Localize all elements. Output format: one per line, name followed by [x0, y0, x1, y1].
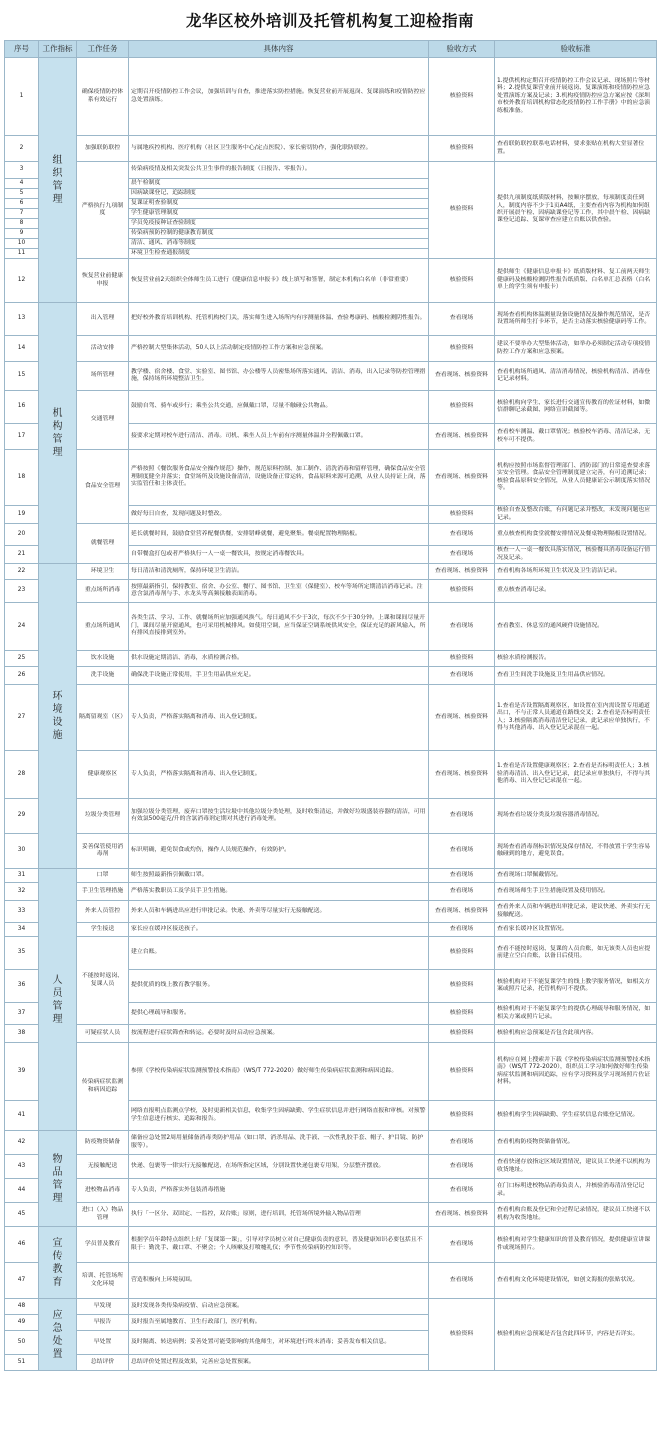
row-num: 38 — [5, 1025, 39, 1043]
row-method: 查看现场、核验资料 — [429, 1203, 495, 1227]
row-num: 28 — [5, 751, 39, 799]
header-num: 序号 — [5, 41, 39, 58]
table-row — [5, 1043, 657, 1101]
indicator-label: 环 境 设 施 — [52, 691, 63, 741]
row-standard: 查看教室、休息室的通风硬件设施情况。 — [495, 603, 657, 651]
row-num: 9 — [5, 229, 39, 239]
row-num: 49 — [5, 1315, 39, 1331]
row-standard: 核验自查及整改台账，有问题记录并整改，未发现问题也应记录。 — [495, 506, 657, 524]
row-num: 46 — [5, 1227, 39, 1263]
row-method: 查看现场 — [429, 869, 495, 883]
row-standard: 核验机构对于不能复课学生的线上教学服务情况，如相关方案或照片记录，托管机构可不提供。 — [495, 970, 657, 1003]
row-content: 外来人员和车辆进出应进行审批记录。快递、外卖等尽量实行无接触配送。 — [129, 901, 429, 923]
row-method: 查看现场、核验资料 — [429, 362, 495, 391]
row-standard: 查看机构台账及登记和全过程记录情况，建议员工快递不以机构为收货地址。 — [495, 1203, 657, 1227]
row-num: 10 — [5, 239, 39, 249]
row-num: 41 — [5, 1101, 39, 1131]
row-content: 按流程进行症状筛查和转运。必要时及时启动应急预案。 — [129, 1025, 429, 1043]
row-content: 定期召开疫情防控工作会议，加强培训与自查，推进落实防控措施。恢复营业前开展返岗、复课演练和疫情防控应急处置演练。 — [129, 58, 429, 136]
row-content: 家长应在缓冲区接送孩子。 — [129, 923, 429, 937]
indicator-label: 物 品 管 理 — [52, 1153, 63, 1204]
row-content: 晨午检制度 — [129, 179, 429, 189]
row-num: 48 — [5, 1299, 39, 1315]
row-content: 执行「一区分、双固定、一监控，双台账」原则，进行培训，托管场所境外输入物品管理 — [129, 1203, 429, 1227]
row-task: 无接触配送 — [77, 1155, 129, 1179]
row-num: 4 — [5, 179, 39, 189]
table-row — [5, 391, 657, 424]
row-method: 核验资料 — [429, 336, 495, 362]
row-content: 供水设施定期清洁、消毒，水质检测合格。 — [129, 651, 429, 667]
row-standard: 查看联防联控联系电话材料，要求张贴在机构大堂显著位置。 — [495, 136, 657, 162]
indicator-environment — [39, 564, 77, 869]
row-content: 及时发现各类传染病疫情、启动应急预案。 — [129, 1299, 429, 1315]
row-content: 与属地疾控机构、医疗机构（社区卫生服务中心/定点医院）、家长密切协作，强化联防联控。 — [129, 136, 429, 162]
row-num: 18 — [5, 450, 39, 506]
row-method: 查看现场、核验资料 — [429, 424, 495, 450]
row-standard: 建议不要举办大型集体活动，如举办必须制定活动专项疫情防控工作方案和应急预案。 — [495, 336, 657, 362]
row-num: 44 — [5, 1179, 39, 1203]
row-task: 恢复营业前健康申报 — [77, 259, 129, 303]
row-standard: 重点核查消毒记录。 — [495, 580, 657, 603]
row-content: 学生健康管理制度 — [129, 209, 429, 219]
indicator-personnel — [39, 869, 77, 1131]
row-content: 复课证明查验制度 — [129, 199, 429, 209]
row-num: 43 — [5, 1155, 39, 1179]
row-method: 核验资料 — [429, 1043, 495, 1101]
row-task: 早发现 — [77, 1299, 129, 1315]
row-standard: 机构应按照市场监督管理部门、消防部门的日常巡查要求落实安全管理。食品安全管理制度建立完善，有可追溯记录；核验食品原料安全情况，从业人员健康证公示制度落实情况等。 — [495, 450, 657, 506]
row-standard: 提供九项制度纸质版材料，按顺序摆放，每项制度责任到人，制度内容不少于1页A4纸，主要查看内容为机构如何组织开展晨午检、因病缺课登记等工作，其中晨午检、因病缺课登记追踪、复课审查应建立台账以供查验。 — [495, 162, 657, 259]
header-indicator: 工作指标 — [39, 41, 77, 58]
indicator-organization — [39, 58, 77, 303]
indicator-label: 宣 传 教 育 — [52, 1237, 63, 1288]
table-row — [5, 580, 657, 603]
row-content: 严格控制大型集体活动，50人以上活动制定疫情防控工作方案和应急预案。 — [129, 336, 429, 362]
row-num: 26 — [5, 667, 39, 685]
table-row — [5, 162, 657, 179]
row-method: 查看现场、核验资料 — [429, 751, 495, 799]
indicator-institution — [39, 303, 77, 564]
row-standard: 核验机构学生因病缺勤、学生症状信息台账登记情况。 — [495, 1101, 657, 1131]
row-method: 查看现场 — [429, 524, 495, 546]
table-row — [5, 834, 657, 869]
row-content: 自带餐盒打包或者严格执行一人一桌一餐饮具，按规定消毒餐饮具。 — [129, 546, 429, 564]
table-row — [5, 1131, 657, 1155]
row-standard: 提供师生《健康信息申报卡》纸质版材料、复工前两天师生健康码及核酸检测阴性报告纸质版、白名单汇总表格（白名单上的学生须有申报卡） — [495, 259, 657, 303]
row-task: 早报告 — [77, 1315, 129, 1331]
row-num: 29 — [5, 799, 39, 834]
row-method: 核验资料 — [429, 651, 495, 667]
row-num: 35 — [5, 937, 39, 970]
row-content: 教学楼、宿舍楼、食堂、实验室、图书馆、办公楼等人员密集场所落实通风、清洁、消毒，出入记录等防控管理措施，保持场所环境整洁卫生。 — [129, 362, 429, 391]
table-row — [5, 1227, 657, 1263]
table-row — [5, 58, 657, 136]
table-row — [5, 603, 657, 651]
row-method: 核验资料 — [429, 580, 495, 603]
row-num: 50 — [5, 1331, 39, 1355]
row-num: 22 — [5, 564, 39, 580]
row-num: 39 — [5, 1043, 39, 1101]
row-standard: 核验机构对学生健康知识的普及教育情况，提供健康宣讲课件或现场照片。 — [495, 1227, 657, 1263]
row-content: 标识明确，避免误食或灼伤，操作人员规范操作，有效防护。 — [129, 834, 429, 869]
row-standard: 重点核查机构食堂就餐安排情况及餐桌物理隔板设置情况。 — [495, 524, 657, 546]
row-task: 传染病症状监测和病因追踪 — [77, 1043, 129, 1131]
row-task: 确保疫情防控体系有效运行 — [77, 58, 129, 136]
table-row — [5, 259, 657, 303]
row-task: 严格执行九项制度 — [77, 162, 129, 259]
table-row — [5, 303, 657, 336]
row-num: 15 — [5, 362, 39, 391]
row-task: 培训、托管场所文化环境 — [77, 1263, 129, 1299]
row-content: 及时隔离、转送病例；妥善处置可能受影响的其他师生，对环境进行终末消毒；妥善发布相关信息。 — [129, 1331, 429, 1355]
row-content: 参照《学校传染病症状监测预警技术指南》（WS/T 772-2020）做好师生传染病症状监测和病因追踪。 — [129, 1043, 429, 1101]
row-standard: 核验机构应急预案是否包含此四环节，内容是否详实。 — [495, 1299, 657, 1371]
row-task: 重点场所消毒 — [77, 580, 129, 603]
row-num: 34 — [5, 923, 39, 937]
row-num: 37 — [5, 1003, 39, 1025]
row-task: 健康观察区 — [77, 751, 129, 799]
row-method: 查看现场 — [429, 1131, 495, 1155]
row-task: 重点场所通风 — [77, 603, 129, 651]
row-task: 口罩 — [77, 869, 129, 883]
table-header-row — [5, 41, 657, 58]
table-row — [5, 1025, 657, 1043]
row-content: 传染病疫情及相关突发公共卫生事件的报告制度（日报告、零报告）。 — [129, 162, 429, 179]
row-num: 25 — [5, 651, 39, 667]
row-content: 网络直报明点监测点学校，及时更新相关信息，收集学生因病缺勤、学生症状信息并进行网络直报和审核。对预警学生信息进行核实、追踪和报告。 — [129, 1101, 429, 1131]
row-num: 30 — [5, 834, 39, 869]
row-method: 核验资料 — [429, 1025, 495, 1043]
row-method: 核验资料 — [429, 1299, 495, 1371]
row-method: 查看现场、核验资料 — [429, 901, 495, 923]
row-num: 47 — [5, 1263, 39, 1299]
row-num: 6 — [5, 199, 39, 209]
row-content: 提供心理疏导和服务。 — [129, 1003, 429, 1025]
row-content: 延长就餐时间，鼓励食堂营养配餐供餐，安排错峰就餐，避免聚集。餐桌配置物理隔板。 — [129, 524, 429, 546]
row-method: 核验资料 — [429, 506, 495, 524]
row-method: 查看现场 — [429, 799, 495, 834]
row-method: 查看现场、核验资料 — [429, 564, 495, 580]
row-standard: 核验机构应急预案是否包含此项内容。 — [495, 1025, 657, 1043]
row-num: 5 — [5, 189, 39, 199]
row-method: 查看现场 — [429, 667, 495, 685]
row-num: 1 — [5, 58, 39, 136]
row-num: 20 — [5, 524, 39, 546]
table-row — [5, 1179, 657, 1203]
row-num: 13 — [5, 303, 39, 336]
row-task: 进口（入）物品管理 — [77, 1203, 129, 1227]
row-task: 垃圾分类管理 — [77, 799, 129, 834]
row-content: 清洁、通风、消毒等制度 — [129, 239, 429, 249]
row-method: 查看现场 — [429, 546, 495, 564]
row-content: 接要求定期对校车进行清洁、消毒。司机、乘坐人员上车前有序测量体温并全程佩戴口罩。 — [129, 424, 429, 450]
row-content: 提供优质的线上教育教学服务。 — [129, 970, 429, 1003]
row-num: 11 — [5, 249, 39, 259]
table-row — [5, 1155, 657, 1179]
table-row — [5, 667, 657, 685]
row-content: 传染病预防控制的健康教育制度 — [129, 229, 429, 239]
row-task: 外来人员管控 — [77, 901, 129, 923]
row-method: 核验资料 — [429, 970, 495, 1003]
row-standard: 现场查看垃圾分类及垃圾容器消毒情况。 — [495, 799, 657, 834]
row-content: 环境卫生检查通报制度 — [129, 249, 429, 259]
row-task: 学员普及教育 — [77, 1227, 129, 1263]
row-standard: 查看现场师生手卫生措施设置及使用情况。 — [495, 883, 657, 901]
row-num: 36 — [5, 970, 39, 1003]
row-num: 2 — [5, 136, 39, 162]
header-task: 工作任务 — [77, 41, 129, 58]
row-standard: 1.查看是否设置健康观察区；2.查看是否标明责任人；3.核验消毒清洁、出入登记记录，此记录应单独执行，不得与其他消毒、出入登记记录混在一起。 — [495, 751, 657, 799]
row-task: 学生接送 — [77, 923, 129, 937]
row-content: 及时报告至属地教育、卫生行政部门，医疗机构。 — [129, 1315, 429, 1331]
row-task: 环境卫生 — [77, 564, 129, 580]
row-content: 鼓励自驾、骑车或步行；乘坐公共交通，应佩戴口罩，尽量不触碰公共物品。 — [129, 391, 429, 424]
row-num: 27 — [5, 685, 39, 751]
row-task: 可疑症状人员 — [77, 1025, 129, 1043]
row-num: 12 — [5, 259, 39, 303]
row-method: 查看现场 — [429, 1155, 495, 1179]
row-content: 学员免疫接种证查验制度 — [129, 219, 429, 229]
row-num: 31 — [5, 869, 39, 883]
indicator-label: 组 织 管 理 — [52, 155, 63, 205]
header-method: 验收方式 — [429, 41, 495, 58]
indicator-materials — [39, 1131, 77, 1227]
row-content: 每日清洁和清洗厕所，保持环境卫生清洁。 — [129, 564, 429, 580]
row-num: 24 — [5, 603, 39, 651]
row-method: 核验资料 — [429, 162, 495, 259]
table-row — [5, 524, 657, 546]
row-method: 查看现场 — [429, 303, 495, 336]
row-standard: 核验水质检测报告。 — [495, 651, 657, 667]
row-method: 查看现场 — [429, 923, 495, 937]
row-task: 饮水设施 — [77, 651, 129, 667]
indicator-emergency — [39, 1299, 77, 1371]
row-num: 19 — [5, 506, 39, 524]
row-content: 确保洗手设施正常使用，手卫生用品供应充足。 — [129, 667, 429, 685]
row-content: 严格按照《餐饮服务食品安全操作规范》操作，规范原料控制、加工制作、清洗消毒和留样管理，确保食品安全管理制度健全并落实；食堂场所及设施设备清洁，设施设备正常运转，食品原料来源可追溯，从业人员持证上岗，落实监管任和主体责任。 — [129, 450, 429, 506]
table-row — [5, 751, 657, 799]
row-content: 各类生活、学习、工作、就餐场所应加强通风换气。每日通风不少于3次，每次不少于30分钟。上课和课间尽量开门，课间尽量开窗通风，也可采用机械排风。如使用空调，应当保证空调系统供风安全，保证充足的新风输入，所有排风直接排到室外。 — [129, 603, 429, 651]
row-num: 16 — [5, 391, 39, 424]
row-standard: 核查一人一桌一餐饮具落实情况，核验餐具消毒设备运行情况及记录。 — [495, 546, 657, 564]
row-task: 防疫物资储备 — [77, 1131, 129, 1155]
row-method: 查看现场 — [429, 1179, 495, 1203]
row-num: 42 — [5, 1131, 39, 1155]
row-content: 专人负责，严格落实隔离和消毒、出入登记制度。 — [129, 685, 429, 751]
table-row — [5, 450, 657, 506]
row-content: 专人负责，严格落实隔离和消毒、出入登记制度。 — [129, 751, 429, 799]
row-standard: 在门口标明进校物品消毒负责人，并核验消毒清洁登记记录。 — [495, 1179, 657, 1203]
row-method: 核验资料 — [429, 58, 495, 136]
table-row — [5, 937, 657, 970]
row-task: 隔离留观室（区） — [77, 685, 129, 751]
row-task: 食品安全管理 — [77, 450, 129, 524]
row-content: 因病缺课登记、追踪制度 — [129, 189, 429, 199]
row-standard: 查看机构场所通风、清洁消毒情况，核验机构清洁、消毒登记记录材料。 — [495, 362, 657, 391]
row-method: 查看现场 — [429, 834, 495, 869]
row-content: 储备应急处置2周用量储备消毒类防护用品（如口罩、消杀用品、洗手液、一次性乳胶手套、帽子、护目镜、防护服等）。 — [129, 1131, 429, 1155]
row-task: 不能按时返岗、复课人员 — [77, 937, 129, 1025]
row-task: 交通管理 — [77, 391, 129, 450]
row-num: 14 — [5, 336, 39, 362]
row-standard: 查看卫生间洗手设施及卫生用品供应情况。 — [495, 667, 657, 685]
row-content: 把好校外教育培训机构、托管机构校门关，落实师生进入场所内有序测量体温、查验粤康码、核酸检测阴性报告。 — [129, 303, 429, 336]
row-task: 手卫生管理措施 — [77, 883, 129, 901]
row-standard: 查看快递存放指定区域设置情况，建议员工快递不以机构为收货地址。 — [495, 1155, 657, 1179]
row-task: 洗手设施 — [77, 667, 129, 685]
table-row — [5, 883, 657, 901]
row-task: 总结评价 — [77, 1355, 129, 1371]
document-title: 龙华区校外培训及托管机构复工迎检指南 — [185, 11, 474, 30]
table-row — [5, 336, 657, 362]
row-content: 加强垃圾分类管理，废弃口罩按生活垃圾中其他垃圾分类处理，及时收集清运，并做好垃圾盛装容器的清洁，可用有效氯500毫克/升的含氯消毒剂定期对其进行消毒处理。 — [129, 799, 429, 834]
table-row — [5, 564, 657, 580]
row-method: 核验资料 — [429, 259, 495, 303]
row-method: 查看现场、核验资料 — [429, 685, 495, 751]
table-row — [5, 136, 657, 162]
row-content: 恢复营业前2天组织全体师生员工进行《健康信息申报卡》线上填写和签署，制定本机构白名单（非常重要） — [129, 259, 429, 303]
row-method: 查看现场 — [429, 1263, 495, 1299]
row-standard: 查看校车测温、戴口罩情况；核验校车消毒、清洁记录，无校车可不提供。 — [495, 424, 657, 450]
row-content: 根据学员年龄特点组织上好「复课第一课」，引导对学员树立对自己健康负责的意识，普及健康知识必要包括且不限于：勤洗手、戴口罩、不聚会；个人咳嗽及打喷嚏礼仪；季节性传染病防控知识等。 — [129, 1227, 429, 1263]
row-content: 快递、包裹等一律实行无接触配送，在场所指定区域，分别设置快递包裹专用架，分层整齐摆放。 — [129, 1155, 429, 1179]
table-row — [5, 799, 657, 834]
row-method: 查看现场 — [429, 883, 495, 901]
row-num: 51 — [5, 1355, 39, 1371]
row-standard: 查看机构各场所环境卫生状况及卫生清洁记录。 — [495, 564, 657, 580]
row-standard: 现场查看消毒剂标识情况及保存情况，不得放置于学生容易触碰到的地方，避免误食。 — [495, 834, 657, 869]
row-method: 核验资料 — [429, 1003, 495, 1025]
row-standard: 1.查看是否设置隔离观察区，如设置在室内需设置专用通道出口，不与正常人员通道在路线交叉；2.查看是否标明责任人；3.核验隔离消毒清洁登记记录，此记录应单独执行，不得与其他消毒、出入登记记录混在一起。 — [495, 685, 657, 751]
table-row — [5, 1299, 657, 1315]
row-content: 师生按照最新指引佩戴口罩。 — [129, 869, 429, 883]
table-row — [5, 1263, 657, 1299]
row-task: 活动安排 — [77, 336, 129, 362]
row-num: 23 — [5, 580, 39, 603]
table-row — [5, 651, 657, 667]
row-method: 查看现场、核验资料 — [429, 450, 495, 506]
row-standard: 查看机构防疫物资储备情况。 — [495, 1131, 657, 1155]
table-row — [5, 923, 657, 937]
row-num: 33 — [5, 901, 39, 923]
row-content: 按照最新指引，保持教室、宿舍、办公室、餐厅、图书馆、卫生室（保健室）、校车等场所定期清洁消毒记录。注意含氯消毒剂与手、水龙头等高频接触表面消毒。 — [129, 580, 429, 603]
row-method: 查看现场 — [429, 603, 495, 651]
row-method: 核验资料 — [429, 136, 495, 162]
row-task: 早处置 — [77, 1331, 129, 1355]
table-row — [5, 685, 657, 751]
row-num: 3 — [5, 162, 39, 179]
row-standard: 查看现场口罩佩戴情况。 — [495, 869, 657, 883]
table-row — [5, 1203, 657, 1227]
row-standard: 查看外来人员和车辆进出审批记录，建议快递、外卖实行无接触配送。 — [495, 901, 657, 923]
row-standard: 核验机构向学生、家长进行交通宣传教育的佐证材料，如微信群聊记录截图、网络宣讲截图等。 — [495, 391, 657, 424]
row-content: 做好每日自查，发现问题及时整改。 — [129, 506, 429, 524]
row-num: 8 — [5, 219, 39, 229]
table-row — [5, 362, 657, 391]
row-content: 营造积极向上环境氛围。 — [129, 1263, 429, 1299]
row-method: 核验资料 — [429, 937, 495, 970]
row-num: 32 — [5, 883, 39, 901]
row-task: 就餐管理 — [77, 524, 129, 564]
row-content: 总结评价处置过程及效果，完善应急处置预案。 — [129, 1355, 429, 1371]
row-method: 核验资料 — [429, 391, 495, 424]
table-row — [5, 901, 657, 923]
row-standard: 查看机构文化环境建设情况，如创文海报的张贴状况。 — [495, 1263, 657, 1299]
row-standard: 查看家长缓冲区设置情况。 — [495, 923, 657, 937]
row-task: 场所管理 — [77, 362, 129, 391]
row-num: 45 — [5, 1203, 39, 1227]
guide-table — [4, 40, 657, 1371]
row-method: 核验资料 — [429, 1101, 495, 1131]
table-row — [5, 869, 657, 883]
row-standard: 现场查看机构体温测量设备设施情况及操作规范情况，是否设置场所师生打卡环节，是否主动落实核验健康码等工作。 — [495, 303, 657, 336]
row-standard: 核验机构对于不能复课学生的提供心理疏导和服务情况，如相关方案或照片记录。 — [495, 1003, 657, 1025]
row-content: 严格落实教职员工及学员手卫生措施。 — [129, 883, 429, 901]
row-task: 出入管理 — [77, 303, 129, 336]
row-standard: 查看不能按时返岗、复课的人员台账，如无该类人员也应提前建立空白台账，以备日后使用。 — [495, 937, 657, 970]
row-standard: 机构应在网上搜索并下载《学校传染病症状监测预警技术指南》（WS/T 772-2020），组织员工学习如何做好师生传染病症状监测和病因追踪，应有学习资料及学习现场照片佐证材料。 — [495, 1043, 657, 1101]
row-content: 专人负责，严格落实外包装消毒措施 — [129, 1179, 429, 1203]
indicator-label: 应 急 处 置 — [52, 1309, 63, 1360]
row-task: 加强联防联控 — [77, 136, 129, 162]
header-content: 具体内容 — [129, 41, 429, 58]
indicator-label: 人 员 管 理 — [52, 974, 63, 1025]
row-num: 21 — [5, 546, 39, 564]
row-task: 进校物品消毒 — [77, 1179, 129, 1203]
indicator-label: 机 构 管 理 — [52, 408, 63, 458]
row-content: 建立台账。 — [129, 937, 429, 970]
row-method: 查看现场 — [429, 1227, 495, 1263]
row-num: 7 — [5, 209, 39, 219]
row-num: 17 — [5, 424, 39, 450]
header-standard: 验收标准 — [495, 41, 657, 58]
row-standard: 1.提供机构定期召开疫情防控工作会议记录、现场照片等材料；2.提供复课营业前开展返岗、复课演练和疫情防控应急处置演练方案及记录；3.机构疫情防控应急方案应按《深圳市校外教育培训机构常态化疫情防控工作手册》中的应急演练板准备。 — [495, 58, 657, 136]
indicator-education — [39, 1227, 77, 1299]
row-task: 妥善保管使用消毒剂 — [77, 834, 129, 869]
